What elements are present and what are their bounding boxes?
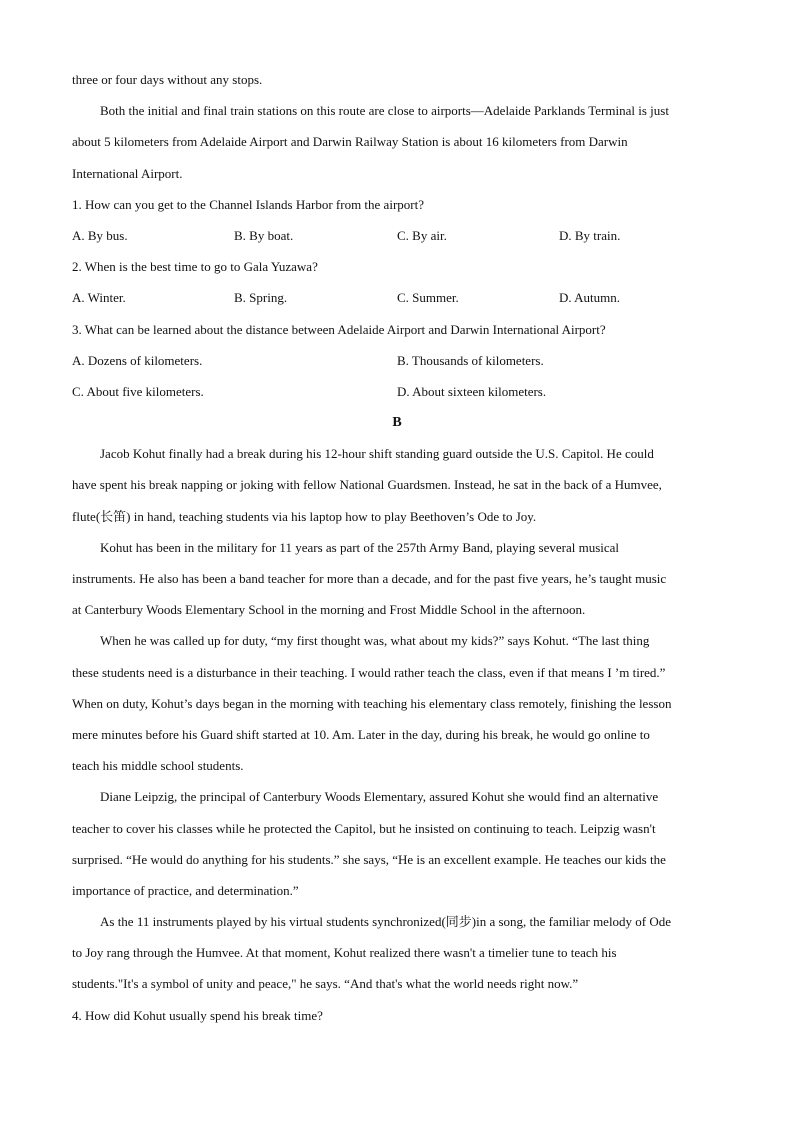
paragraph-line: As the 11 instruments played by his virtual students synchronized(同步)in a song, the familiar melody of Ode <box>100 914 672 930</box>
option-a: A. By bus. <box>72 227 128 243</box>
document-page <box>72 64 722 1031</box>
question-1-options <box>72 220 722 251</box>
passage-a-line: about 5 kilometers from Adelaide Airport and Darwin Railway Station is about 16 kilometers from Darwin <box>72 134 628 150</box>
passage-a-line: three or four days without any stops. <box>72 72 263 87</box>
option-b: B. Spring. <box>234 290 288 306</box>
option-d: D. About sixteen kilometers. <box>397 383 547 399</box>
paragraph-line: instruments. He also has been a band teacher for more than a decade, and for the past five years, he’s taught music <box>72 571 667 586</box>
paragraph-line: When on duty, Kohut’s days began in the morning with teaching his elementary class remotely, finishing the lesson <box>72 695 672 711</box>
paragraph-line: teacher to cover his classes while he protected the Capitol, but he insisted on continuing to teach. Leipzig wasn't <box>72 820 656 836</box>
paragraph-line: importance of practice, and determination.” <box>72 882 299 898</box>
paragraph-line: at Canterbury Woods Elementary School in the morning and Frost Middle School in the afternoon. <box>72 602 586 618</box>
paragraph-line: these students need is a disturbance in their teaching. I would rather teach the class, even if that means I ’m tired.” <box>72 664 666 680</box>
paragraph-line: Diane Leipzig, the principal of Canterbury Woods Elementary, assured Kohut she would find an alternative <box>100 789 659 805</box>
paragraph-line: Jacob Kohut finally had a break during his 12-hour shift standing guard outside the U.S. Capitol. He could <box>100 446 654 462</box>
option-d: D. By train. <box>559 227 621 243</box>
paragraph-line: students."It's a symbol of unity and peace," he says. “And that's what the world needs right now.” <box>72 976 579 992</box>
option-c: C. By air. <box>397 227 447 243</box>
option-d: D. Autumn. <box>559 290 621 306</box>
question-4-stem: 4. How did Kohut usually spend his break time? <box>72 1007 323 1023</box>
paragraph-line: surprised. “He would do anything for his students.” she says, “He is an excellent example. He teaches our kids the <box>72 851 666 867</box>
question-1-stem: 1. How can you get to the Channel Islands Harbor from the airport? <box>72 196 424 212</box>
option-c: C. Summer. <box>397 290 459 306</box>
paragraph-line: teach his middle school students. <box>72 758 244 774</box>
option-a: A. Winter. <box>72 290 126 306</box>
paragraph-line: When he was called up for duty, “my first thought was, what about my kids?” says Kohut. “The last thing <box>100 633 650 649</box>
option-b: B. Thousands of kilometers. <box>397 352 544 368</box>
question-3-options-row-1 <box>72 345 722 376</box>
option-b: B. By boat. <box>234 227 294 243</box>
paragraph-line: Kohut has been in the military for 11 years as part of the 257th Army Band, playing several musical <box>100 539 620 555</box>
question-3-stem: 3. What can be learned about the distance between Adelaide Airport and Darwin International Airport? <box>72 321 606 337</box>
question-2-stem: 2. When is the best time to go to Gala Yuzawa? <box>72 259 318 275</box>
passage-a-line: Both the initial and final train stations on this route are close to airports—Adelaide Parklands Terminal is just <box>100 103 669 119</box>
passage-a-line: International Airport. <box>72 165 183 181</box>
paragraph-line: to Joy rang through the Humvee. At that moment, Kohut realized there wasn't a timelier tune to teach his <box>72 945 617 961</box>
question-3-options-row-2 <box>72 376 722 407</box>
option-c: C. About five kilometers. <box>72 383 204 399</box>
option-a: A. Dozens of kilometers. <box>72 352 203 368</box>
paragraph-line: mere minutes before his Guard shift started at 10. Am. Later in the day, during his break, he would go online to <box>72 726 650 742</box>
paragraph-line: have spent his break napping or joking with fellow National Guardsmen. Instead, he sat in the back of a Humvee, <box>72 477 662 493</box>
paragraph-line: flute(长笛) in hand, teaching students via his laptop how to play Beethoven’s Ode to Joy. <box>72 508 537 524</box>
question-2-options <box>72 282 722 313</box>
section-heading: B <box>392 415 402 431</box>
